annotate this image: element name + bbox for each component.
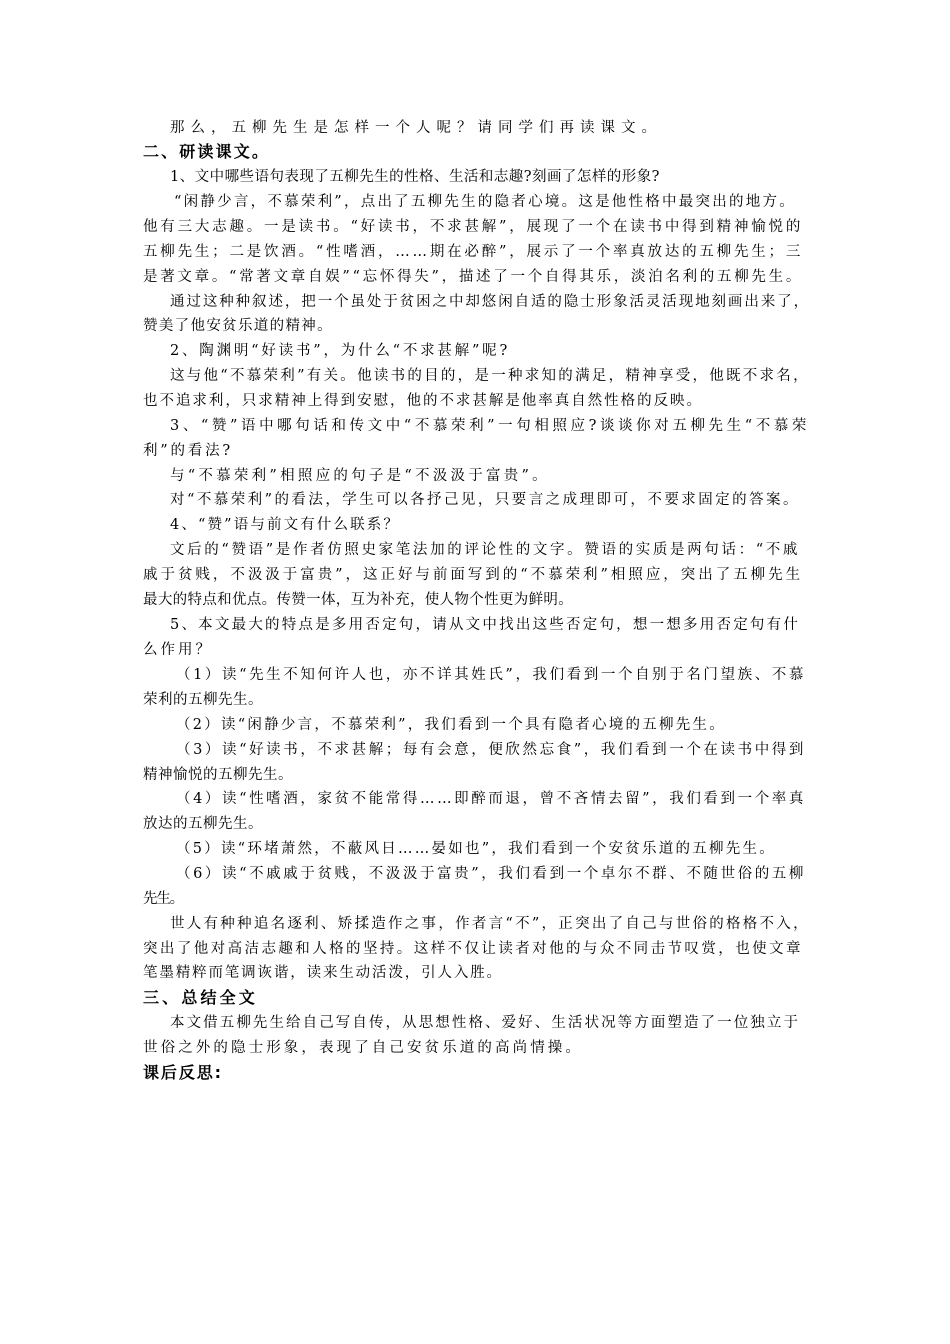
text-line: （6）读“不戚戚于贫贱，不汲汲于富贵”，我们看到一个卓尔不群、不随世俗的五柳	[176, 866, 806, 882]
text-line: 2、陶渊明“好读书”，为什么“不求甚解”呢?	[170, 343, 511, 359]
text-line: 世人有种种追名逐利、矫揉造作之事，作者言“不”，正突出了自己与世俗的格格不入，	[170, 916, 810, 932]
text-line: 笔墨精粹而笔调诙谐，读来生动活泼，引人入胜。	[143, 965, 503, 981]
text-line: 赞美了他安贫乐道的精神。	[143, 318, 333, 334]
text-line: （5）读“环堵萧然，不蔽风日……晏如也”，我们看到一个安贫乐道的五柳先生。	[176, 841, 776, 857]
text-line: （3）读“好读书，不求甚解；每有会意，便欣然忘食”，我们看到一个在读书中得到	[176, 742, 806, 758]
text-line: 利”的看法?	[143, 443, 233, 459]
section-heading: 三、总结全文	[143, 988, 258, 1007]
text-line: 1、文中哪些语句表现了五柳先生的性格、生活和志趣?刻画了怎样的形象?	[170, 169, 660, 185]
section-heading: 课后反思:	[143, 1063, 223, 1082]
text-line: 荣利的五柳先生。	[143, 692, 263, 708]
text-line: “闲静少言，不慕荣利”，点出了五柳先生的隐者心境。这是他性格中最突出的地方。	[174, 194, 796, 210]
text-line: （4）读“性嗜酒，家贫不能常得……即醉而退，曾不吝情去留”，我们看到一个率真	[176, 791, 806, 807]
text-line: 文后的“赞语”是作者仿照史家笔法加的评论性的文字。赞语的实质是两句话：“不戚	[170, 542, 801, 558]
text-line: 最大的特点和优点。传赞一体，互为补充，使人物个性更为鲜明。	[143, 592, 574, 608]
text-line: 先生。	[143, 891, 183, 907]
text-line: 放达的五柳先生。	[143, 816, 263, 832]
text-line: 精神愉悦的五柳先生。	[143, 767, 293, 783]
text-line: 3、“赞”语中哪句话和传文中“不慕荣利”一句相照应?谈谈你对五柳先生“不慕荣	[170, 418, 810, 434]
text-line: 世俗之外的隐士形象，表现了自己安贫乐道的高尚情操。	[143, 1040, 583, 1056]
text-line: 本文借五柳先生给自己写自传，从思想性格、爱好、生活状况等方面塑造了一位独立于	[170, 1015, 801, 1031]
text-line: 突出了他对高洁志趣和人格的坚持。这样不仅让读者对他的与众不同击节叹赏，也使文章	[143, 941, 803, 957]
text-line: （2）读“闲静少言，不慕荣利”，我们看到一个具有隐者心境的五柳先生。	[176, 717, 727, 733]
text-line: 这与他“不慕荣利”有关。他读书的目的，是一种求知的满足，精神享受，他既不求名，	[170, 368, 810, 384]
text-line: 那么，五柳先生是怎样一个人呢？请同学们再读课文。	[170, 120, 662, 136]
text-line: 五柳先生；二是饮酒。“性嗜酒，……期在必醉”，展示了一个率真放达的五柳先生；三	[143, 244, 804, 260]
text-line: （1）读“先生不知何许人也，亦不详其姓氏”，我们看到一个自别于名门望族、不慕	[176, 667, 806, 683]
text-line: 与“不慕荣利”相照应的句子是“不汲汲于富贵”。	[170, 468, 550, 484]
text-line: 也不追求利，只求精神上得到安慰，他的不求甚解是他率真自然性格的反映。	[143, 393, 703, 409]
text-line: 戚于贫贱，不汲汲于富贵”，这正好与前面写到的“不慕荣利”相照应，突出了五柳先生	[143, 567, 804, 583]
text-line: 么作用？	[143, 642, 213, 658]
text-line: 是著文章。“常著文章自娱”“忘怀得失”，描述了一个自得其乐，淡泊名利的五柳先生。	[143, 269, 804, 285]
text-line: 4、“赞”语与前文有什么联系？	[170, 517, 400, 533]
text-line: 对“不慕荣利”的看法，学生可以各抒己见，只要言之成理即可，不要求固定的答案。	[170, 492, 800, 508]
section-heading: 二、研读课文。	[143, 142, 270, 161]
text-line: 5、本文最大的特点是多用否定句，请从文中找出这些否定句，想一想多用否定句有什	[170, 617, 801, 633]
text-line: 通过这种种叙述，把一个虽处于贫困之中却悠闲自适的隐士形象活灵活现地刻画出来了，	[170, 294, 810, 310]
text-line: 他有三大志趣。一是读书。“好读书，不求甚解”，展现了一个在读书中得到精神愉悦的	[143, 219, 804, 235]
